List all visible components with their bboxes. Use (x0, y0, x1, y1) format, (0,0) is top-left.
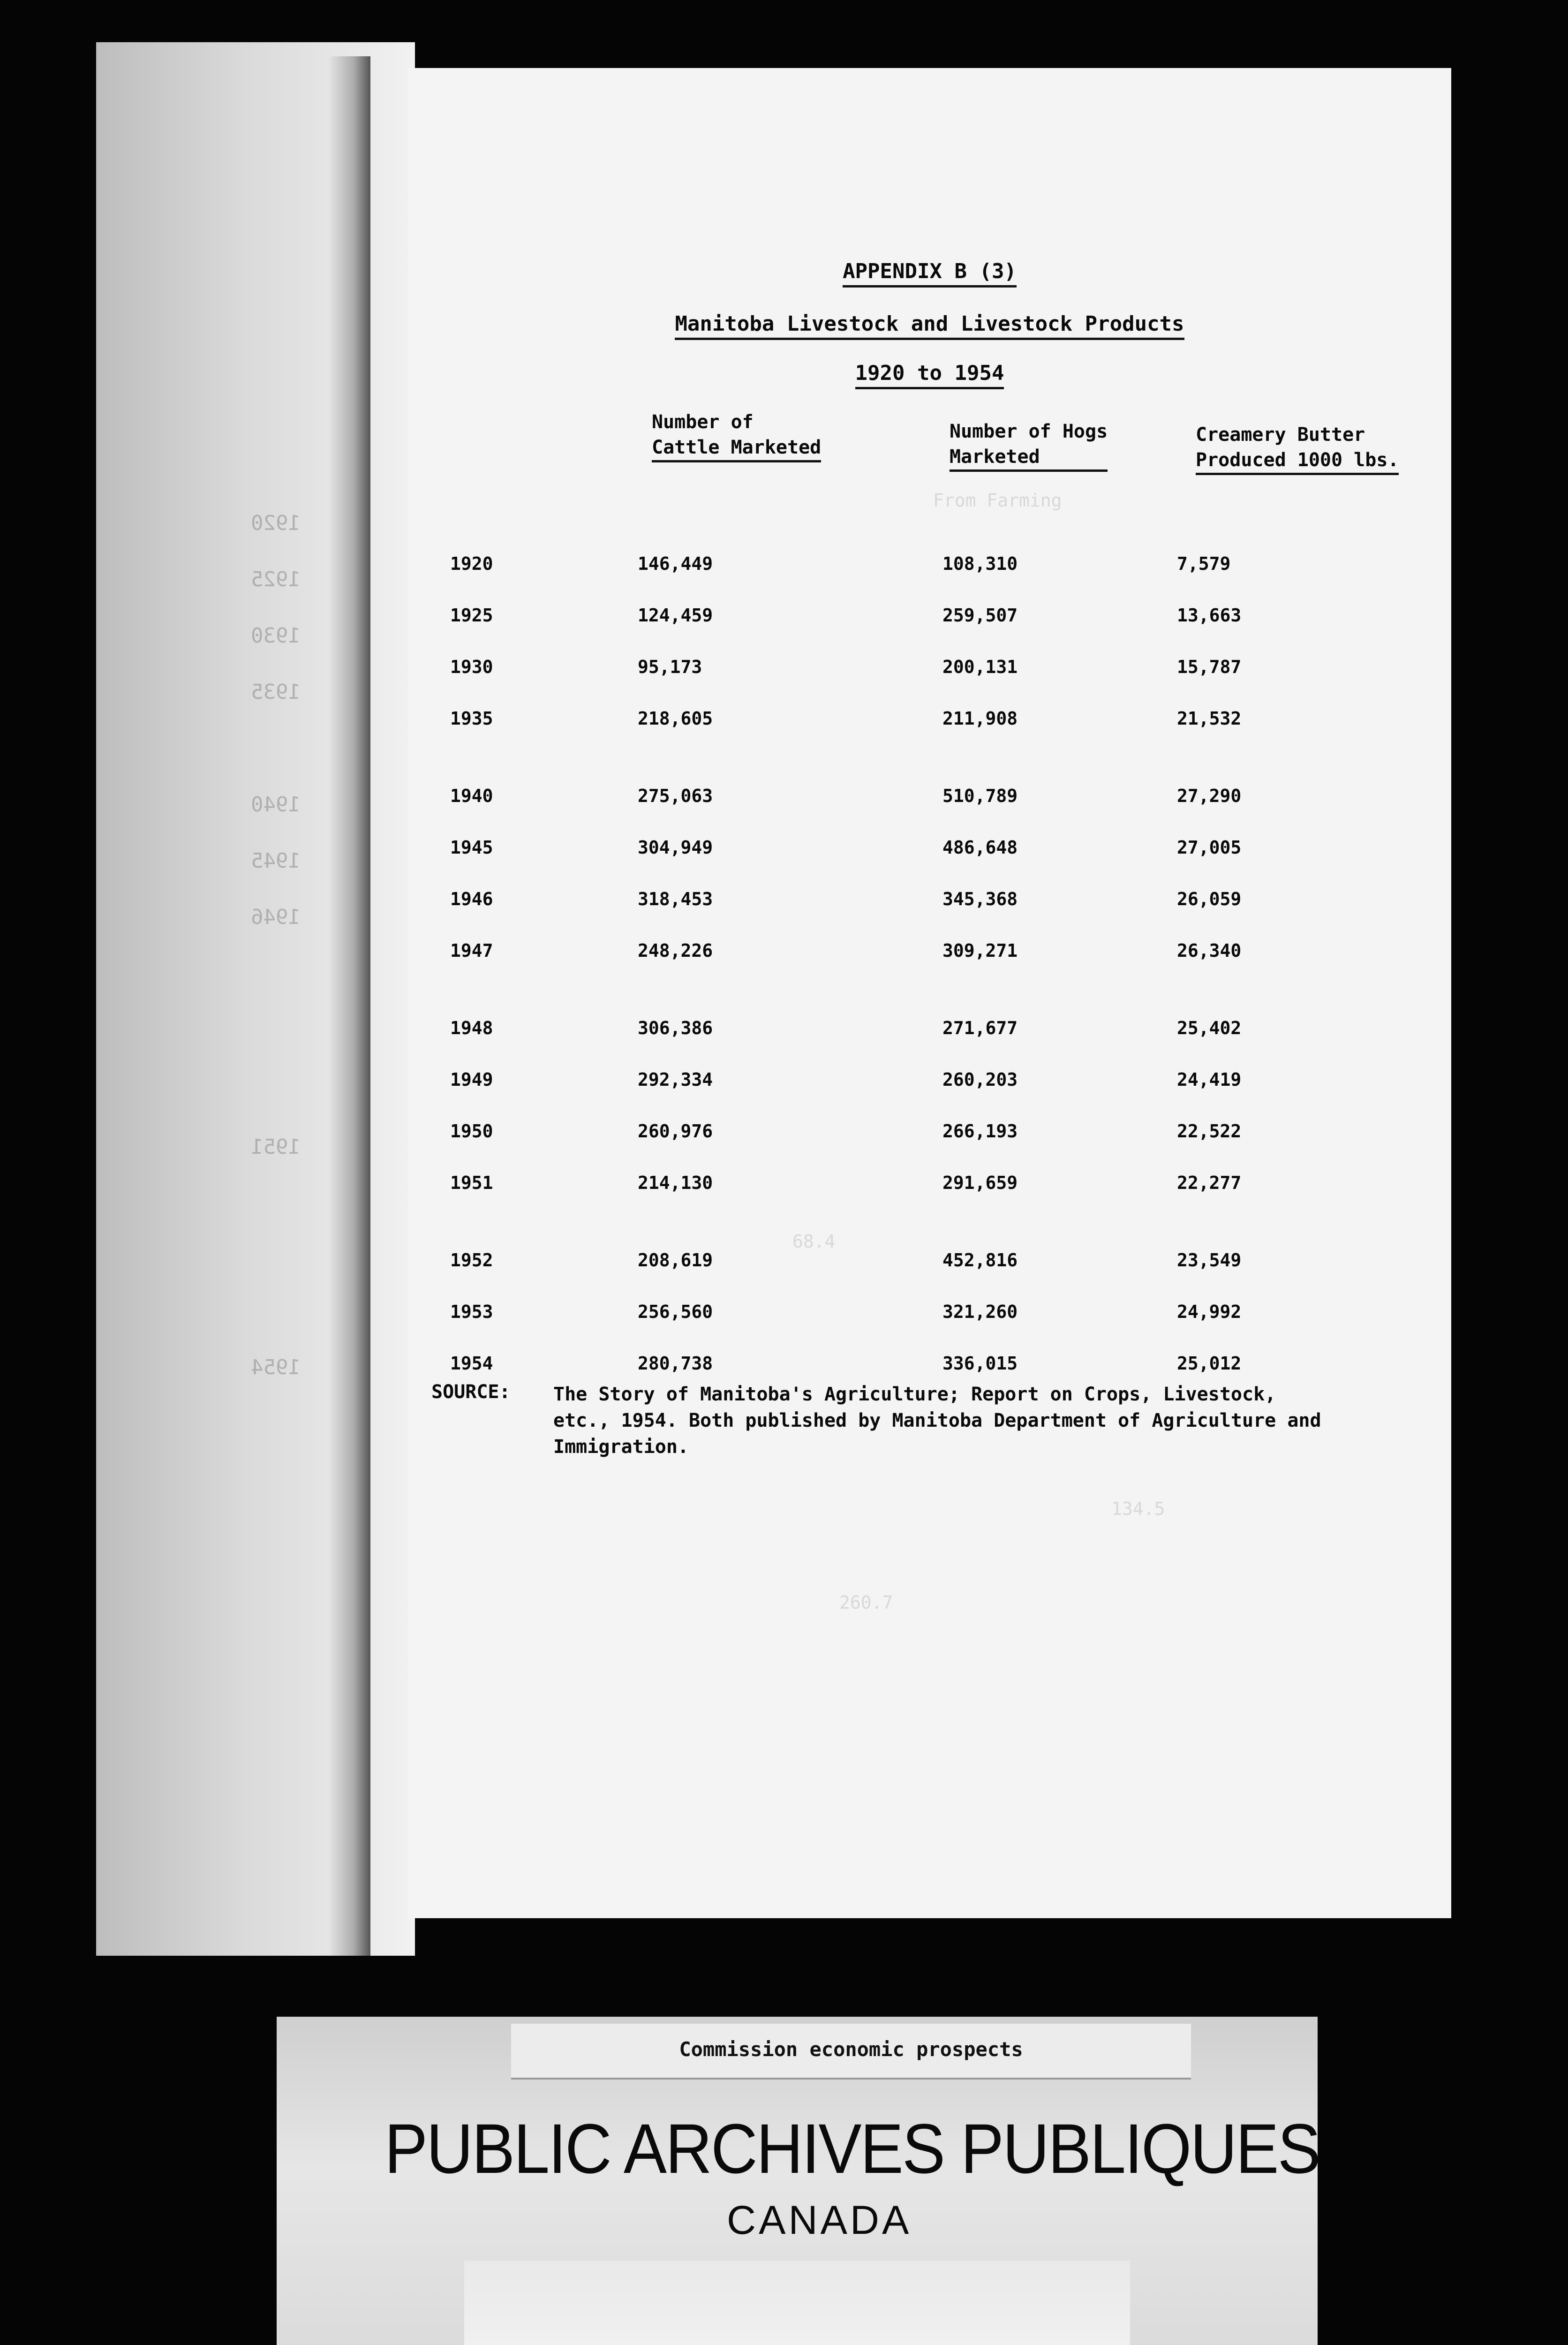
bleed-through-text: 1935 (251, 680, 301, 704)
row-year: 1950 (450, 1121, 493, 1142)
row-butter-value: 22,522 (1177, 1121, 1242, 1142)
header-hogs (950, 419, 1108, 472)
row-year: 1925 (450, 605, 493, 626)
row-year: 1954 (450, 1353, 493, 1374)
row-cattle-value: 275,063 (638, 786, 713, 806)
row-butter-value: 26,340 (1177, 940, 1242, 961)
row-cattle-value: 292,334 (638, 1069, 713, 1090)
row-cattle-value: 304,949 (638, 837, 713, 858)
row-cattle-value: 214,130 (638, 1172, 713, 1193)
row-hogs-value: 345,368 (942, 889, 1018, 909)
row-year: 1946 (450, 889, 493, 909)
bleed-through-text: 1945 (251, 849, 301, 873)
row-butter-value: 27,005 (1177, 837, 1242, 858)
row-hogs-value: 510,789 (942, 786, 1018, 806)
bleed-through-text: 1951 (251, 1135, 301, 1159)
bleed-through-text: 1930 (251, 624, 301, 648)
archive-stamp-country: CANADA (727, 2198, 912, 2243)
row-butter-value: 21,532 (1177, 708, 1242, 729)
row-year: 1945 (450, 837, 493, 858)
row-butter-value: 26,059 (1177, 889, 1242, 909)
row-cattle-value: 260,976 (638, 1121, 713, 1142)
row-hogs-value: 200,131 (942, 657, 1018, 677)
row-butter-value: 25,402 (1177, 1018, 1242, 1038)
description-text: Commission economic prospects (679, 2038, 1023, 2061)
row-butter-value: 7,579 (1177, 553, 1231, 574)
row-butter-value: 13,663 (1177, 605, 1242, 626)
row-butter-value: 24,992 (1177, 1301, 1242, 1322)
row-year: 1930 (450, 657, 493, 677)
row-year: 1920 (450, 553, 493, 574)
row-hogs-value: 486,648 (942, 837, 1018, 858)
bleed-through-text: 1925 (251, 567, 301, 591)
row-hogs-value: 108,310 (942, 553, 1018, 574)
header-hogs-line2: Marketed (950, 444, 1108, 472)
row-hogs-value: 336,015 (942, 1353, 1018, 1374)
row-hogs-value: 291,659 (942, 1172, 1018, 1193)
page-fold-shadow (328, 56, 370, 1956)
description-strip (511, 2024, 1191, 2080)
bleed-through-text: From Farming (933, 490, 1062, 511)
row-butter-value: 27,290 (1177, 786, 1242, 806)
archive-stamp-title: PUBLIC ARCHIVES PUBLIQUES (384, 2109, 1319, 2188)
row-hogs-value: 260,203 (942, 1069, 1018, 1090)
row-hogs-value: 309,271 (942, 940, 1018, 961)
bleed-through-text: 1954 (251, 1355, 301, 1379)
header-cattle-line1: Number of (652, 411, 754, 433)
row-hogs-value: 321,260 (942, 1301, 1018, 1322)
row-hogs-value: 211,908 (942, 708, 1018, 729)
row-cattle-value: 95,173 (638, 657, 702, 677)
table-subtitle: Manitoba Livestock and Livestock Products (408, 312, 1451, 340)
row-cattle-value: 218,605 (638, 708, 713, 729)
row-hogs-value: 266,193 (942, 1121, 1018, 1142)
header-butter-line2: Produced 1000 lbs. (1196, 447, 1399, 475)
row-cattle-value: 124,459 (638, 605, 713, 626)
row-year: 1953 (450, 1301, 493, 1322)
row-hogs-value: 259,507 (942, 605, 1018, 626)
table-period: 1920 to 1954 (408, 361, 1451, 389)
header-cattle (652, 409, 821, 462)
source-text: The Story of Manitoba's Agriculture; Report on Crops, Livestock, etc., 1954. Both published by Manitoba Department of Agriculture and Immigration. (553, 1384, 1321, 1458)
row-cattle-value: 306,386 (638, 1018, 713, 1038)
row-hogs-value: 452,816 (942, 1250, 1018, 1271)
row-year: 1940 (450, 786, 493, 806)
bleed-through-text: 68.4 (792, 1231, 836, 1252)
header-butter (1196, 422, 1399, 475)
row-butter-value: 15,787 (1177, 657, 1242, 677)
row-cattle-value: 146,449 (638, 553, 713, 574)
label-tab (464, 2261, 1130, 2345)
row-butter-value: 23,549 (1177, 1250, 1242, 1271)
row-butter-value: 22,277 (1177, 1172, 1242, 1193)
header-hogs-line1: Number of Hogs (950, 421, 1108, 442)
row-year: 1951 (450, 1172, 493, 1193)
header-butter-line1: Creamery Butter (1196, 424, 1365, 446)
bleed-through-text: 1920 (251, 511, 301, 535)
row-cattle-value: 248,226 (638, 940, 713, 961)
row-year: 1949 (450, 1069, 493, 1090)
row-year: 1935 (450, 708, 493, 729)
bleed-through-text: 1940 (251, 793, 301, 817)
row-hogs-value: 271,677 (942, 1018, 1018, 1038)
row-year: 1947 (450, 940, 493, 961)
row-year: 1948 (450, 1018, 493, 1038)
bleed-through-text: 134.5 (1111, 1498, 1165, 1519)
archive-label-card (277, 2017, 1318, 2345)
source-label: SOURCE: (431, 1381, 511, 1403)
row-year: 1952 (450, 1250, 493, 1271)
bleed-through-text: 1946 (251, 905, 301, 929)
appendix-title: APPENDIX B (3) (408, 259, 1451, 287)
row-cattle-value: 280,738 (638, 1353, 713, 1374)
bleed-through-text: 260.7 (839, 1592, 893, 1613)
row-cattle-value: 256,560 (638, 1301, 713, 1322)
appendix-page (408, 68, 1451, 1918)
row-cattle-value: 318,453 (638, 889, 713, 909)
row-cattle-value: 208,619 (638, 1250, 713, 1271)
row-butter-value: 25,012 (1177, 1353, 1242, 1374)
row-butter-value: 24,419 (1177, 1069, 1242, 1090)
header-cattle-line2: Cattle Marketed (652, 435, 821, 462)
